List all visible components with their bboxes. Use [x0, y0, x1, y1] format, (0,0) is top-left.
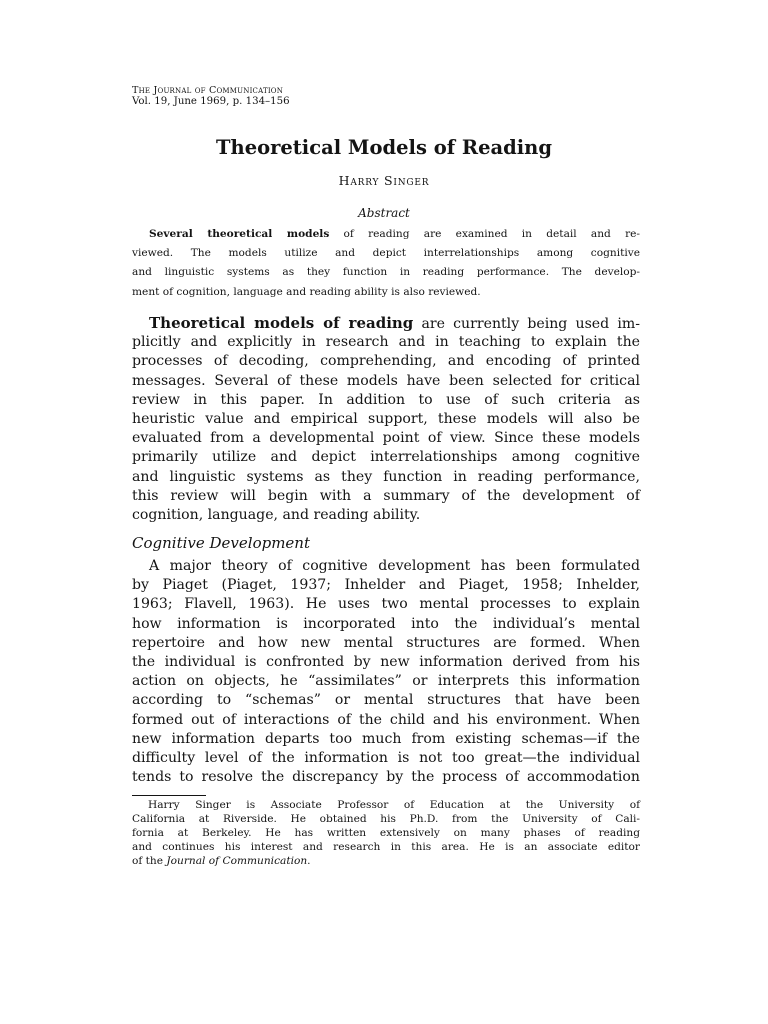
paragraph-line: A major theory of cognitive development has been formulated [149, 558, 640, 574]
footnote-suffix: . [307, 854, 311, 867]
footnote-line: fornia at Berkeley. He has written extensively on many phases of reading [132, 826, 640, 839]
paragraph-line: the individual is confronted by new information derived from his [132, 653, 640, 670]
author-footnote [132, 799, 640, 868]
abstract-line: ment of cognition, language and reading ability is also reviewed. [132, 285, 481, 298]
intro-bold-lead: Theoretical models of reading [149, 314, 414, 332]
footnote-divider [132, 795, 206, 796]
paragraph-line: cognition, language, and reading ability. [132, 506, 421, 523]
paragraph-line: plicitly and explicitly in research and in teaching to explain the [132, 334, 640, 351]
intro-paragraph [132, 314, 640, 525]
footnote-line: California at Riverside. He obtained his Ph.D. from the University of Cali- [132, 812, 640, 825]
footnote-line: and continues his interest and research in this area. He is an associate editor [132, 840, 640, 853]
paragraph-line: and linguistic systems as they function in reading performance, [132, 468, 640, 485]
paragraph-line: messages. Several of these models have been selected for critical [132, 372, 640, 389]
paragraph-line: difficulty level of the information is not too great—the individual [132, 749, 640, 766]
paragraph-line: 1963; Flavell, 1963). He uses two mental processes to explain [132, 596, 640, 613]
article-author: Harry Singer [338, 173, 430, 188]
paragraph-line: according to “schemas” or mental structures that have been [132, 692, 640, 709]
paragraph-line: how information is incorporated into the individual’s mental [132, 615, 640, 632]
paragraph-line-text: are currently being used im- [413, 316, 640, 332]
abstract-bold-lead: Several theoretical models [149, 228, 330, 240]
paragraph-line: review in this paper. In addition to use of such criteria as [132, 391, 640, 408]
abstract [132, 227, 640, 304]
paragraph-line: processes of decoding, comprehending, and encoding of printed [132, 353, 640, 370]
abstract-line [132, 227, 640, 246]
paragraph-line: action on objects, he “assimilates” or interprets this information [132, 673, 640, 690]
footnote-line [132, 855, 640, 869]
paragraph-line [132, 314, 640, 333]
footnote-line: Harry Singer is Associate Professor of Education at the University of [148, 799, 640, 811]
abstract-heading: Abstract [358, 206, 410, 220]
paragraph-line: by Piaget (Piaget, 1937; Inhelder and Piaget, 1958; Inhelder, [132, 577, 640, 594]
paragraph-line: new information departs too much from existing schemas—if the [132, 730, 640, 747]
section-paragraph [132, 557, 640, 787]
section-heading: Cognitive Development [132, 534, 310, 552]
paragraph-line: heuristic value and empirical support, these models will also be [132, 410, 640, 427]
abstract-line: viewed. The models utilize and depict interrelationships among cognitive [132, 247, 640, 260]
paragraph-line: repertoire and how new mental structures are formed. When [132, 634, 640, 651]
abstract-line: and linguistic systems as they function in reading performance. The develop- [132, 266, 640, 279]
journal-name: The Journal of Communication [132, 85, 284, 96]
footnote-prefix: of the [132, 854, 167, 867]
abstract-line-text: of reading are examined in detail and re- [329, 228, 640, 240]
article-title: Theoretical Models of Reading [216, 136, 552, 159]
paragraph-line: this review will begin with a summary of the development of [132, 487, 640, 504]
paragraph-line: formed out of interactions of the child and his environment. When [132, 711, 640, 728]
paragraph-line: primarily utilize and depict interrelationships among cognitive [132, 449, 640, 466]
volume-info: Vol. 19, June 1969, p. 134–156 [132, 96, 290, 107]
paragraph-line: evaluated from a developmental point of view. Since these models [132, 430, 640, 447]
paragraph-line: tends to resolve the discrepancy by the process of accommodation [132, 769, 640, 786]
journal-title-italic: Journal of Communication [166, 854, 308, 867]
